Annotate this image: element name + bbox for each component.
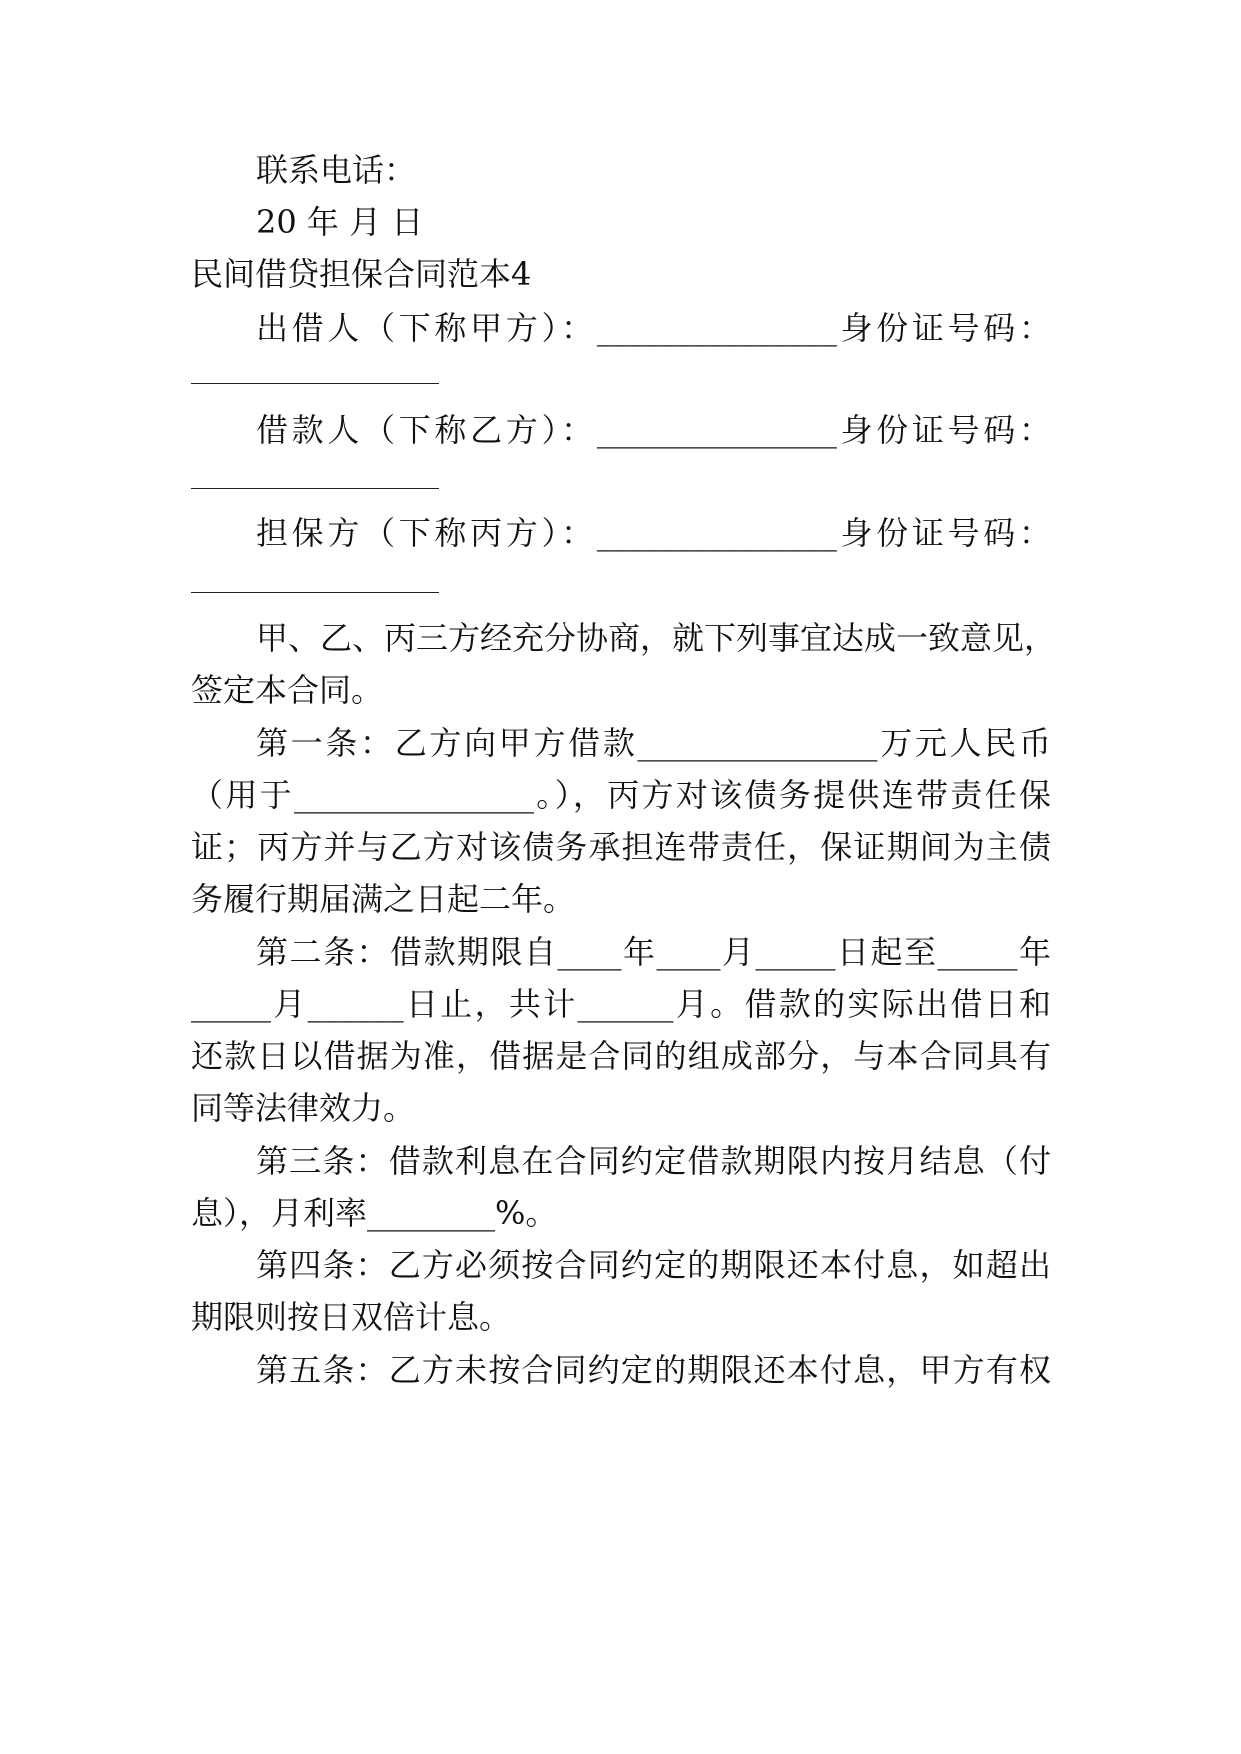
lender-id-blank [191,383,439,384]
contact-phone-label: 联系电话： [256,151,417,189]
article1-line-1: 第一条：乙方向甲方借款_______________万元人民币 [256,724,1051,762]
guarantor-id-blank [191,592,439,593]
article3-line-2: 息），月利率________%。 [191,1194,558,1232]
intro-line-2: 签定本合同。 [191,671,384,709]
article1-line-3: 证；丙方并与乙方对该债务承担连带责任，保证期间为主债 [191,828,1051,866]
article2-line-2: _____月______日止，共计______月。借款的实际出借日和 [191,985,1051,1023]
article4-line-1: 第四条：乙方必须按合同约定的期限还本付息，如超出 [256,1246,1051,1284]
document-title: 民间借贷担保合同范本4 [191,255,532,293]
article2-line-1: 第二条：借款期限自____年____月_____日起至_____年 [256,933,1051,971]
intro-line-1: 甲、乙、丙三方经充分协商，就下列事宜达成一致意见， [256,619,1057,657]
lender-line: 出借人（下称甲方）：_______________身份证号码： [256,309,1051,347]
article1-line-4: 务履行期届满之日起二年。 [191,880,576,918]
guarantor-line: 担保方（下称丙方）：_______________身份证号码： [256,514,1051,552]
article5-line-1: 第五条：乙方未按合同约定的期限还本付息，甲方有权 [256,1351,1051,1389]
borrower-id-blank [191,488,439,489]
article2-line-3: 还款日以借据为准，借据是合同的组成部分，与本合同具有 [191,1037,1051,1075]
article1-line-2: （用于_______________。），丙方对该债务提供连带责任保 [191,776,1051,814]
borrower-line: 借款人（下称乙方）：_______________身份证号码： [256,411,1051,449]
article4-line-2: 期限则按日双倍计息。 [191,1298,512,1336]
article3-line-1: 第三条：借款利息在合同约定借款期限内按月结息（付 [256,1142,1051,1180]
date-line: 20 年 月 日 [256,203,424,241]
article2-line-4: 同等法律效力。 [191,1089,416,1127]
